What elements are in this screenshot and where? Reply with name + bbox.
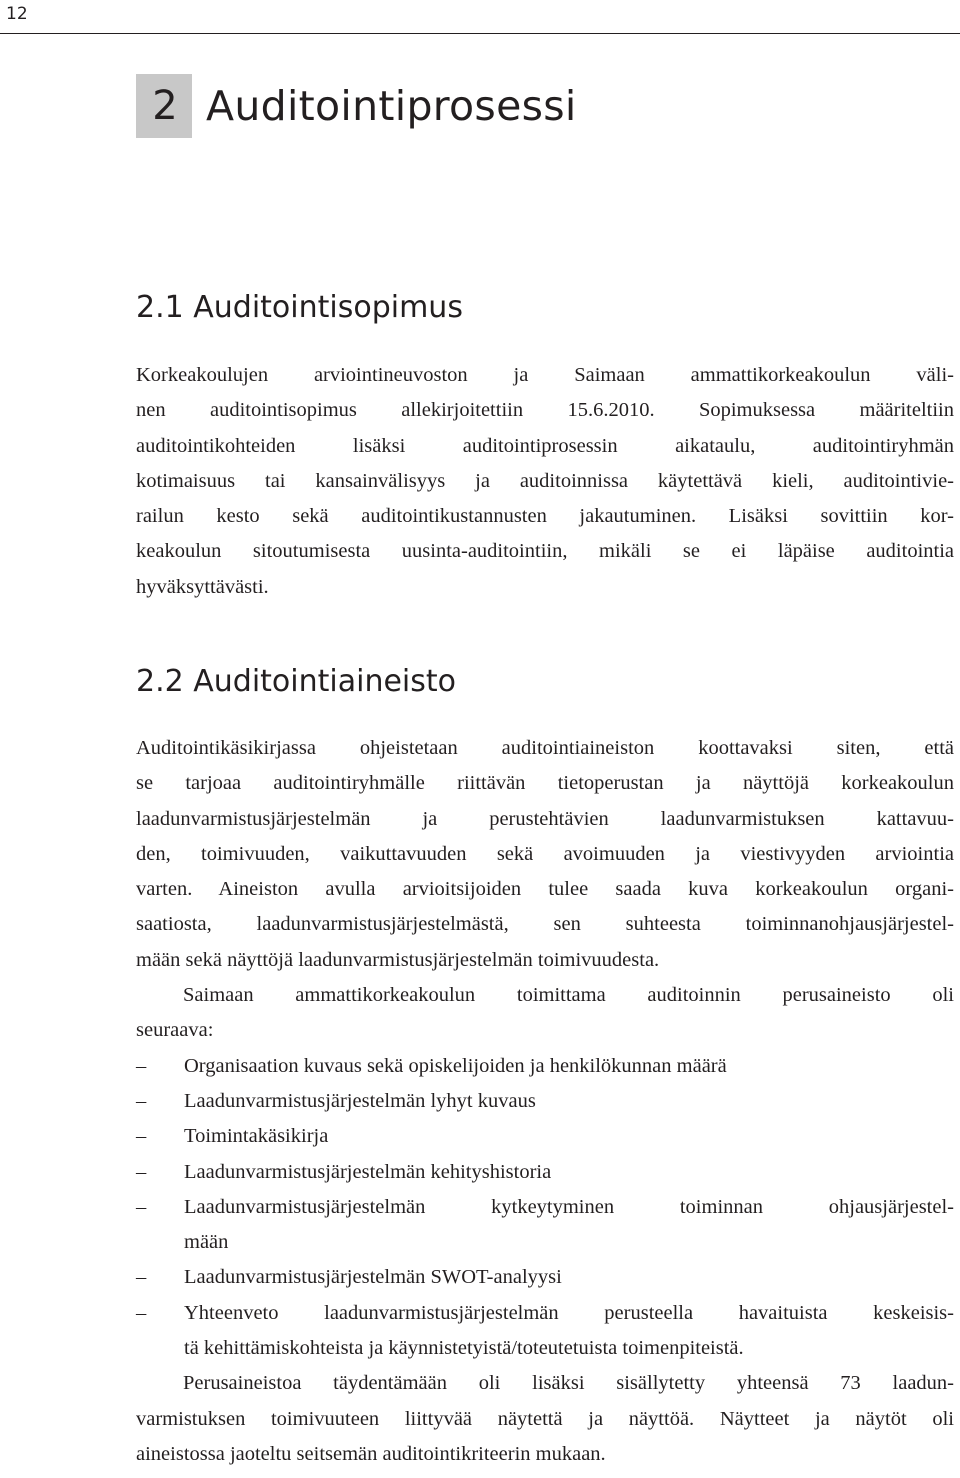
bullet-continuation [136,1225,954,1260]
bullet-text: mään [184,1231,229,1254]
text-line: railun kesto sekä auditointikustannusten jakautuminen. Lisäksi sovittiin kor- [136,505,954,528]
bullet-continuation [136,1331,954,1366]
text-line: se tarjoaa auditointiryhmälle riittävän tietoperustan ja näyttöjä korkeakoulun [136,772,954,795]
bullet-text: Yhteenveto laadunvarmistusjärjestelmän perusteella havaituista keskeisis- [184,1301,954,1324]
bullet-item [136,1155,954,1190]
bullet-item [136,1190,954,1225]
bullet-dash-icon: – [136,1054,147,1077]
text-line: saatiosta, laadunvarmistusjärjestelmästä, sen suhteesta toiminnanohjausjärjestel- [136,913,954,936]
bullet-item [136,1119,954,1154]
bullet-dash-icon: – [136,1160,147,1183]
text-line: varten. Aineiston avulla arvioitsijoiden tulee saada kuva korkeakoulun organi- [136,878,954,901]
bullet-text: Laadunvarmistusjärjestelmän lyhyt kuvaus [184,1089,536,1112]
bullet-dash-icon: – [136,1266,147,1289]
section-1-paragraph [136,358,954,605]
text-line: varmistuksen toimivuuteen liittyvää näytettä ja näyttöä. Näytteet ja näytöt oli [136,1407,954,1430]
chapter-header [136,74,577,138]
bullet-text: tä kehittämiskohteista ja käynnistetyistä/toteutetuista toimenpiteistä. [184,1337,744,1360]
bullet-dash-icon: – [136,1089,147,1112]
bullet-text: Laadunvarmistusjärjestelmän kehityshistoria [184,1160,552,1183]
section-heading-2-1: 2.1 Auditointisopimus [136,290,463,325]
bullet-item [136,1084,954,1119]
bullet-dash-icon: – [136,1301,147,1324]
section-heading-2-2: 2.2 Auditointiaineisto [136,664,456,699]
chapter-title: Auditointiprosessi [206,82,577,130]
bullet-dash-icon: – [136,1125,147,1148]
bullet-text: Laadunvarmistusjärjestelmän SWOT-analyysi [184,1266,562,1289]
text-line: Auditointikäsikirjassa ohjeistetaan auditointiaineiston koottavaksi siten, että [136,737,954,759]
section-2-body [136,731,954,1472]
text-line: aineistossa jaoteltu seitsemän auditointikriteerin mukaan. [136,1442,606,1465]
text-line: Saimaan ammattikorkeakoulun toimittama auditoinnin perusaineisto oli [183,984,954,1007]
bullet-item [136,1260,954,1295]
chapter-number-box: 2 [136,74,192,138]
bullet-text: Organisaation kuvaus sekä opiskelijoiden ja henkilökunnan määrä [184,1054,727,1077]
bullet-text: Toimintakäsikirja [184,1125,329,1148]
bullet-item [136,1296,954,1331]
text-line: seuraava: [136,1019,214,1042]
text-line: mään sekä näyttöjä laadunvarmistusjärjestelmän toimivuudesta. [136,948,660,971]
text-line: den, toimivuuden, vaikuttavuuden sekä avoimuuden ja viestivyyden arviointia [136,842,954,865]
text-line: Korkeakoulujen arviointineuvoston ja Saimaan ammattikorkeakoulun väli- [136,364,954,386]
text-line: kotimaisuus tai kansainvälisyys ja auditoinnissa käytettävä kieli, auditointivie- [136,469,954,492]
bullet-item [136,1049,954,1084]
text-line: keakoulun sitoutumisesta uusinta-auditointiin, mikäli se ei läpäise auditointia [136,540,954,563]
text-line: hyväksyttävästi. [136,575,269,598]
text-line: Perusaineistoa täydentämään oli lisäksi sisällytetty yhteensä 73 laadun- [183,1372,954,1395]
text-line: auditointikohteiden lisäksi auditointiprosessin aikataulu, auditointiryhmän [136,434,954,457]
header-rule [0,33,960,34]
bullet-dash-icon: – [136,1195,147,1218]
text-line: nen auditointisopimus allekirjoitettiin 15.6.2010. Sopimuksessa määriteltiin [136,399,954,422]
text-line: laadunvarmistusjärjestelmän ja perustehtävien laadunvarmistuksen kattavuu- [136,807,954,830]
bullet-text: Laadunvarmistusjärjestelmän kytkeytyminen toiminnan ohjausjärjestel- [184,1195,954,1218]
page-number: 12 [6,4,28,24]
